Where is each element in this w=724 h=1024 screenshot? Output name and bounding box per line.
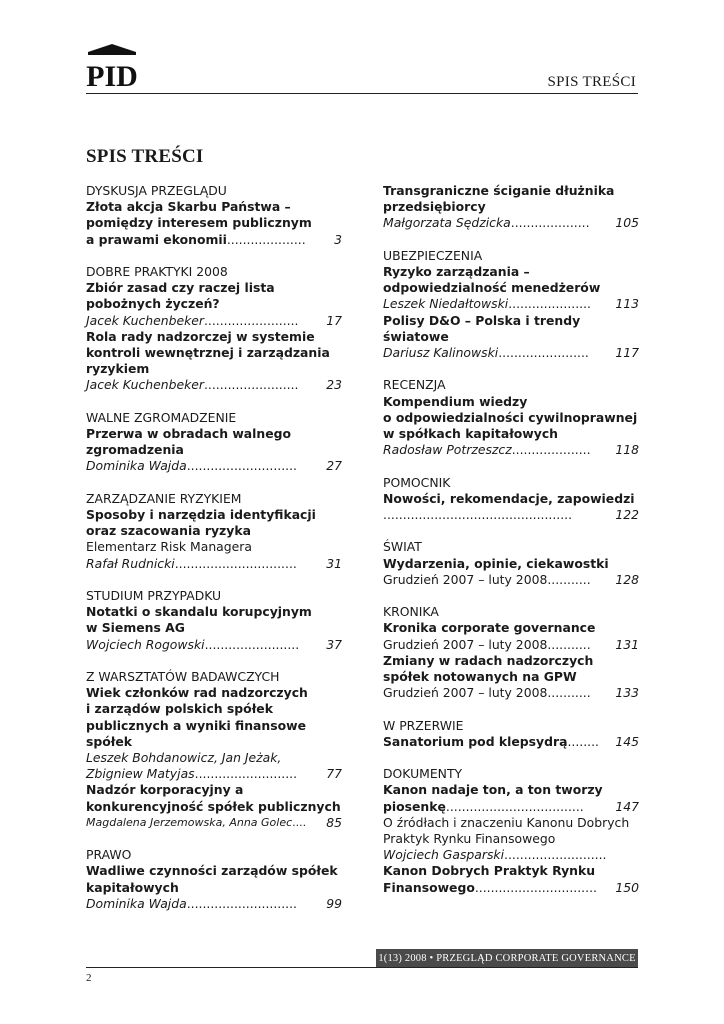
entry-page-number: 23	[326, 377, 342, 393]
dot-leader: ........................	[204, 636, 300, 652]
section-heading: DOBRE PRAKTYKI 2008	[86, 264, 228, 279]
entry-text-line: O źródłach i znaczeniu Kanonu Dobrych	[383, 814, 630, 830]
toc-section	[383, 539, 639, 588]
dot-leader: ...............................	[174, 555, 297, 571]
toc-entry[interactable]	[86, 329, 342, 394]
entry-author: Dominika Wajda	[86, 895, 187, 911]
toc-entry[interactable]	[383, 620, 639, 652]
entry-page-line	[86, 637, 342, 653]
entry-page-line	[86, 458, 342, 474]
section-heading: PRAWO	[86, 847, 132, 863]
dot-leader: ........................	[203, 377, 299, 393]
entry-page-line	[383, 685, 639, 701]
entry-title-line: przedsiębiorcy	[383, 199, 486, 215]
entry-page-number: 85	[326, 814, 342, 830]
entry-title-line: Nadzór korporacyjny a	[86, 782, 244, 798]
pid-logo	[86, 44, 138, 90]
entry-page-number: 99	[326, 895, 342, 911]
entry-title-line: ryzykiem	[86, 361, 150, 377]
section-heading: ŚWIAT	[383, 539, 422, 555]
entry-title-line: konkurencyjność spółek publicznych	[86, 798, 341, 814]
dot-leader: ........................	[203, 312, 299, 328]
toc-entry[interactable]	[383, 556, 639, 588]
toc-entry[interactable]	[383, 491, 639, 523]
entry-page-number: 147	[615, 798, 639, 814]
entry-title-line: odpowiedzialność menedżerów	[383, 280, 601, 296]
toc-entry[interactable]	[86, 199, 342, 248]
entry-title-line: i zarządów polskich spółek	[86, 701, 273, 717]
entry-author: Wojciech Rogowski	[86, 636, 205, 652]
entry-date: Grudzień 2007 – luty 2008	[383, 685, 548, 701]
entry-title-line: Finansowego	[383, 879, 475, 895]
entry-title-line: Wiek członków rad nadzorczych	[86, 685, 308, 701]
entry-page-number: 37	[326, 636, 342, 652]
entry-page-number: 128	[615, 571, 639, 587]
toc-section	[86, 183, 342, 248]
footer-divider	[86, 967, 638, 968]
entry-title-line: Kanon nadaje ton, a ton tworzy	[383, 782, 603, 798]
entry-author: Jacek Kuchenbeker	[86, 377, 204, 393]
entry-title-line: Ryzyko zarządzania –	[383, 264, 530, 279]
dot-leader: ...........	[547, 636, 591, 652]
dot-leader: ............................	[186, 895, 298, 911]
page-number: 2	[86, 972, 92, 984]
entry-title-line: Notatki o skandalu korupcyjnym	[86, 604, 312, 620]
toc-right-column	[383, 183, 639, 912]
entry-page-line	[383, 572, 639, 588]
entry-page-number: 17	[326, 312, 342, 328]
dot-leader: ............................	[186, 458, 298, 474]
entry-page-line	[383, 215, 639, 231]
entry-text-line: Praktyk Rynku Finansowego	[383, 831, 556, 847]
entry-title-line: kontroli wewnętrznej i zarządzania	[86, 345, 330, 361]
entry-title-line: pomiędzy interesem publicznym	[86, 215, 312, 231]
entry-page-line	[383, 507, 639, 523]
dot-leader: ....................	[511, 442, 591, 458]
section-heading: DOKUMENTY	[383, 766, 463, 782]
dot-leader: ...............................	[474, 879, 597, 895]
section-heading: WALNE ZGROMADZENIE	[86, 409, 237, 425]
entry-page-number: 105	[615, 215, 639, 231]
section-heading: ZARZĄDZANIE RYZYKIEM	[86, 490, 242, 506]
section-heading: KRONIKA	[383, 604, 439, 620]
entry-title-line: Przerwa w obradach walnego	[86, 426, 292, 442]
entry-title-line: Zbiór zasad czy raczej lista	[86, 280, 275, 296]
entry-page-number: 77	[326, 766, 342, 782]
entry-title-line: Złota akcja Skarbu Państwa –	[86, 199, 291, 215]
entry-author-line: Leszek Bohdanowicz, Jan Jeżak,	[86, 750, 282, 766]
toc-entry[interactable]	[383, 394, 639, 459]
toc-entry[interactable]	[383, 863, 639, 895]
entry-author: Radosław Potrzeszcz	[383, 442, 512, 458]
toc-left-column	[86, 183, 342, 928]
header-title: SPIS TREŚCI	[547, 74, 636, 90]
dot-leader: ...........	[547, 571, 591, 587]
entry-title-line: piosenkę	[383, 798, 446, 814]
entry-author: Wojciech Gasparski	[383, 847, 505, 863]
dot-leader: .....................	[508, 296, 591, 312]
toc-section	[86, 847, 342, 912]
entry-page-number: 133	[615, 685, 639, 701]
dot-leader: ...........	[547, 685, 591, 701]
entry-title-line: Polisy D&O – Polska i trendy	[383, 312, 581, 328]
toc-entry[interactable]	[86, 863, 342, 912]
entry-author: Dariusz Kalinowski	[383, 345, 499, 361]
header-divider	[86, 93, 638, 94]
toc-entry[interactable]	[86, 280, 342, 329]
dot-leader: ...................................	[445, 798, 584, 814]
section-heading: Z WARSZTATÓW BADAWCZYCH	[86, 669, 280, 685]
entry-page-number: 150	[615, 879, 639, 895]
entry-page-line	[383, 442, 639, 458]
entry-title-line: Nowości, rekomendacje, zapowiedzi	[383, 490, 635, 506]
entry-page-number: 117	[615, 345, 639, 361]
entry-page-line	[383, 637, 639, 653]
dot-leader: ....	[292, 815, 307, 829]
entry-subtitle: Elementarz Risk Managera	[86, 539, 252, 555]
toc-section	[383, 718, 639, 750]
dot-leader: .......................	[498, 345, 589, 361]
section-heading: W PRZERWIE	[383, 717, 464, 733]
entry-page-number: 118	[615, 442, 639, 458]
entry-title-line: publicznych a wyniki finansowe	[86, 717, 306, 733]
entry-page-line	[383, 345, 639, 361]
entry-date: Grudzień 2007 – luty 2008	[383, 636, 548, 652]
toc-entry[interactable]	[383, 264, 639, 313]
entry-page-number: 31	[326, 555, 342, 571]
entry-page-number: 113	[615, 296, 639, 312]
toc-section	[383, 377, 639, 458]
entry-title-line: Rola rady nadzorczej w systemie	[86, 328, 315, 344]
toc-entry[interactable]	[86, 507, 342, 572]
toc-entry[interactable]	[383, 653, 639, 702]
footer-band: 1(13) 2008 • PRZEGLĄD CORPORATE GOVERNANCE	[376, 949, 638, 968]
entry-title-line: światowe	[383, 328, 449, 344]
toc-section	[383, 766, 639, 896]
entry-author: Dominika Wajda	[86, 458, 187, 474]
entry-title-line: w Siemens AG	[86, 620, 185, 636]
toc-section	[86, 669, 342, 831]
entry-title-line: Wadliwe czynności zarządów spółek	[86, 863, 338, 879]
toc-section	[86, 588, 342, 653]
entry-author: Magdalena Jerzemowska, Anna Golec	[86, 815, 293, 829]
toc-entry[interactable]	[86, 685, 342, 782]
logo-text: PID	[86, 60, 138, 90]
entry-page-line	[383, 799, 639, 815]
page-title: SPIS TREŚCI	[86, 146, 204, 167]
toc-section	[86, 410, 342, 475]
entry-page-number: 145	[615, 733, 639, 749]
entry-author: Zbigniew Matyjas	[86, 766, 195, 782]
dot-leader: ....................	[226, 231, 306, 247]
entry-page-line	[383, 296, 639, 312]
toc-entry[interactable]	[383, 183, 639, 232]
entry-page-number: 27	[326, 458, 342, 474]
dot-leader: ........	[567, 733, 599, 749]
dot-leader: ................................................	[383, 507, 573, 523]
entry-title-line: oraz szacowania ryzyka	[86, 523, 251, 539]
toc-section	[383, 475, 639, 524]
toc-entry[interactable]	[86, 426, 342, 475]
toc-entry[interactable]	[383, 734, 639, 750]
dot-leader: ..........................	[504, 847, 607, 863]
toc-entry[interactable]	[383, 815, 639, 864]
dot-leader: ..........................	[194, 766, 298, 782]
entry-page-line	[383, 734, 639, 750]
entry-title-line: Kompendium wiedzy	[383, 393, 528, 409]
entry-title-line: Sanatorium pod klepsydrą	[383, 733, 568, 749]
toc-section	[383, 248, 639, 361]
entry-title-line: spółek	[86, 733, 132, 749]
entry-author: Jacek Kuchenbeker	[86, 312, 204, 328]
entry-page-line	[86, 815, 342, 831]
toc-entry[interactable]	[86, 604, 342, 653]
toc-section	[383, 183, 639, 232]
entry-title-line: kapitałowych	[86, 879, 179, 895]
section-heading: DYSKUSJA PRZEGLĄDU	[86, 183, 227, 198]
entry-title-line: Kanon Dobrych Praktyk Rynku	[383, 863, 596, 879]
entry-page-number: 131	[615, 636, 639, 652]
entry-title-line: Transgraniczne ściganie dłużnika	[383, 183, 615, 198]
entry-title-line: Wydarzenia, opinie, ciekawostki	[383, 555, 609, 571]
entry-date: Grudzień 2007 – luty 2008	[383, 571, 548, 587]
entry-page-number: 122	[615, 507, 639, 523]
entry-title-line: Sposoby i narzędzia identyfikacji	[86, 507, 316, 523]
toc-section	[86, 491, 342, 572]
entry-title-line: zgromadzenia	[86, 442, 184, 458]
section-heading: UBEZPIECZENIA	[383, 247, 483, 263]
entry-page-line	[86, 377, 342, 393]
entry-page-line	[86, 896, 342, 912]
entry-title-line: Zmiany w radach nadzorczych	[383, 652, 594, 668]
entry-page-line	[383, 880, 639, 896]
toc-section	[86, 264, 342, 394]
toc-entry[interactable]	[86, 782, 342, 831]
entry-title-line: w spółkach kapitałowych	[383, 426, 558, 442]
entry-page-line	[86, 313, 342, 329]
entry-page-number: 3	[334, 231, 342, 247]
entry-page-line	[86, 232, 342, 248]
section-heading: POMOCNIK	[383, 474, 451, 490]
toc-entry[interactable]	[383, 782, 639, 814]
entry-title-line: a prawami ekonomii	[86, 231, 227, 247]
entry-author: Leszek Niedałtowski	[383, 296, 509, 312]
section-heading: RECENZJA	[383, 377, 446, 393]
entry-author: Małgorzata Sędzicka	[383, 215, 511, 231]
entry-title-line: spółek notowanych na GPW	[383, 669, 577, 685]
entry-title-line: Kronika corporate governance	[383, 620, 596, 636]
toc-entry[interactable]	[383, 313, 639, 362]
entry-title-line: pobożnych życzeń?	[86, 296, 220, 312]
entry-author: Rafał Rudnicki	[86, 555, 175, 571]
entry-title-line: o odpowiedzialności cywilnoprawnej	[383, 409, 638, 425]
dot-leader: ....................	[510, 215, 590, 231]
entry-page-line	[86, 766, 342, 782]
entry-page-line	[383, 847, 639, 863]
entry-page-line	[86, 556, 342, 572]
toc-section	[383, 604, 639, 701]
section-heading: STUDIUM PRZYPADKU	[86, 588, 222, 604]
